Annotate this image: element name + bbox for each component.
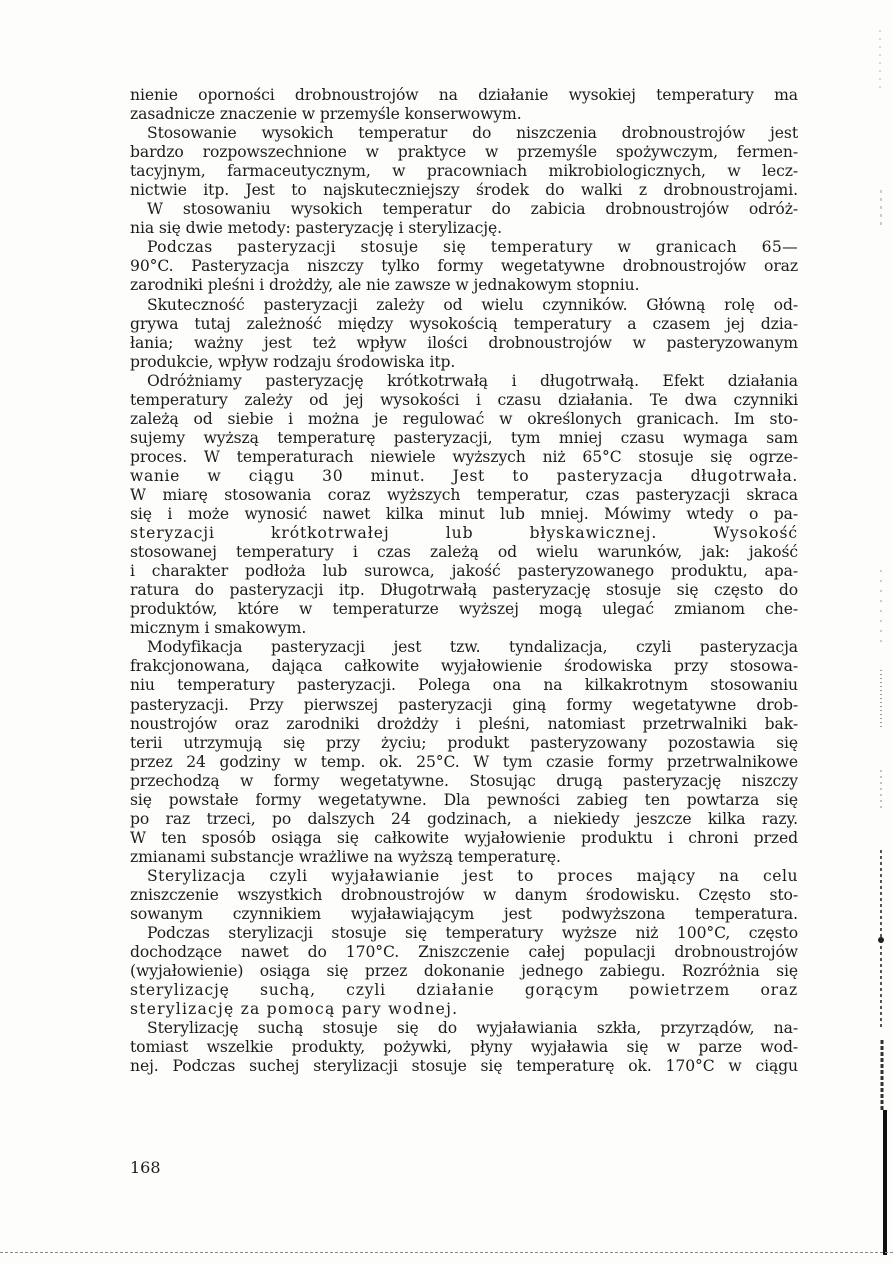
text-line: Stosowanie wysokich temperatur do niszczenia drobnoustrojów jest (147, 124, 798, 143)
text-line: Odróżniamy pasteryzację krótkotrwałą i długotrwałą. Efekt działania (147, 371, 798, 390)
binding-edge-decoration (877, 30, 891, 1255)
text-line: produkcie, wpływ rodzaju środowiska itp. (130, 352, 456, 371)
text-line: sterylizację za pomocą pary wodnej. (130, 1000, 459, 1019)
text-line: tacyjnym, farmaceutycznym, w pracowniach mikrobiologicznych, w lecz- (130, 162, 798, 181)
text-line: W ten sposób osiąga się całkowite wyjałowienie produktu i chroni przed (130, 828, 798, 847)
text-line: łania; ważny jest też wpływ ilości drobnoustrojów w pasteryzowanym (130, 333, 798, 352)
text-line: tomiast wszelkie produkty, pożywki, płyny wyjaławia się w parze wod- (130, 1038, 798, 1057)
text-line: terii utrzymują się przy życiu; produkt pasteryzowany pozostawia się (130, 733, 798, 752)
text-line: Podczas sterylizacji stosuje się temperatury wyższe niż 100°C, często (147, 924, 798, 943)
text-line: nictwie itp. Jest to najskuteczniejszy środek do walki z drobnoustrojami. (130, 181, 798, 200)
text-line: sowanym czynnikiem wyjaławiającym jest podwyższona temperatura. (130, 905, 798, 924)
text-line: 90°C. Pasteryzacja niszczy tylko formy wegetatywne drobnoustrojów oraz (130, 257, 798, 276)
text-line: stosowanej temperatury i czas zależą od wielu warunków, jak: jakość (130, 543, 798, 562)
text-line: nej. Podczas suchej sterylizacji stosuje się temperaturę ok. 170°C w ciągu (130, 1057, 798, 1076)
text-line: się powstałe formy wegetatywne. Dla pewności zabieg ten powtarza się (130, 790, 798, 809)
text-line: nienie oporności drobnoustrojów na działanie wysokiej temperatury ma (130, 86, 798, 104)
text-line: przechodzą w formy wegetatywne. Stosując drugą pasteryzację niszczy (130, 771, 798, 790)
text-line: Sterylizacja czyli wyjaławianie jest to proces mający na celu (147, 866, 798, 885)
text-line: zmianami substancje wrażliwe na wyższą temperaturę. (130, 847, 561, 866)
text-line: proces. W temperaturach niewiele wyższych niż 65°C stosuje się ogrze- (130, 447, 798, 466)
text-line: Podczas pasteryzacji stosuje się temperatury w granicach 65— (147, 238, 798, 257)
text-line: zarodniki pleśni i drożdży, ale nie zawsze w jednakowym stopniu. (130, 276, 640, 295)
text-line: po raz trzeci, po dalszych 24 godzinach, a niekiedy jeszcze kilka razy. (130, 809, 798, 828)
text-line: Modyfikacja pasteryzacji jest tzw. tyndalizacja, czyli pasteryzacja (147, 638, 798, 657)
text-line: zasadnicze znaczenie w przemyśle konserwowym. (130, 105, 522, 124)
text-line: micznym i smakowym. (130, 619, 307, 638)
text-line: (wyjałowienie) osiąga się przez dokonanie jednego zabiegu. Rozróżnia się (130, 962, 798, 981)
text-line: się i może wynosić nawet kilka minut lub mniej. Mówimy wtedy o pa- (130, 505, 798, 524)
text-line: sujemy wyższą temperaturę pasteryzacji, tym mniej czasu wymaga sam (130, 428, 798, 447)
text-line: grywa tutaj zależność między wysokością temperatury a czasem jej dzia- (130, 314, 798, 333)
text-line: sterylizację suchą, czyli działanie gorącym powietrzem oraz (130, 981, 798, 1000)
bottom-scan-edge (0, 1252, 893, 1254)
body-text (130, 86, 798, 1076)
text-line: produktów, które w temperaturze wyższej mogą ulegać zmianom che- (130, 600, 798, 619)
text-line: pasteryzacji. Przy pierwszej pasteryzacji giną formy wegetatywne drob- (130, 695, 798, 714)
text-line: W miarę stosowania coraz wyższych temperatur, czas pasteryzacji skraca (130, 485, 798, 504)
text-line: niu temperatury pasteryzacji. Polega ona na kilkakrotnym stosowaniu (130, 676, 798, 695)
page-number: 168 (130, 1158, 161, 1177)
text-line: wanie w ciągu 30 minut. Jest to pasteryzacja długotrwała. (130, 466, 798, 485)
text-line: zniszczenie wszystkich drobnoustrojów w danym środowisku. Często sto- (130, 885, 798, 904)
text-line: przez 24 godziny w temp. ok. 25°C. W tym czasie formy przetrwalnikowe (130, 752, 798, 771)
text-line: Sterylizację suchą stosuje się do wyjaławiania szkła, przyrządów, na- (147, 1019, 798, 1038)
text-line: Skuteczność pasteryzacji zależy od wielu czynników. Główną rolę od- (147, 295, 798, 314)
text-line: dochodzące nawet do 170°C. Zniszczenie całej populacji drobnoustrojów (130, 943, 798, 962)
text-line: steryzacji krótkotrwałej lub błyskawicznej. Wysokość (130, 524, 798, 543)
text-line: ratura do pasteryzacji itp. Długotrwałą pasteryzację stosuje się często do (130, 581, 798, 600)
text-line: nia się dwie metody: pasteryzację i sterylizację. (130, 219, 502, 238)
text-line: temperatury zależy od jej wysokości i czasu działania. Te dwa czynniki (130, 390, 798, 409)
text-line: zależą od siebie i można je regulować w określonych granicach. Im sto- (130, 409, 798, 428)
text-line: W stosowaniu wysokich temperatur do zabicia drobnoustrojów odróż- (147, 200, 798, 219)
text-line: i charakter podłoża lub surowca, jakość pasteryzowanego produktu, apa- (130, 562, 798, 581)
text-line: noustrojów oraz zarodniki drożdży i pleśni, natomiast przetrwalniki bak- (130, 714, 798, 733)
text-line: bardzo rozpowszechnione w praktyce w przemyśle spożywczym, fermen- (130, 143, 798, 162)
text-line: frakcjonowana, dająca całkowite wyjałowienie środowiska przy stosowa- (130, 657, 798, 676)
